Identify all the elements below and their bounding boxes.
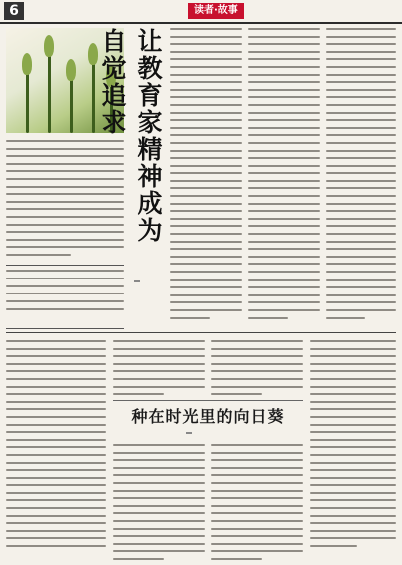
lead-column-2 [170, 28, 242, 328]
lead-column-3 [248, 28, 320, 328]
page-header [0, 0, 402, 24]
section-tag: 读者·故事 [188, 3, 244, 19]
lead-intro-text [6, 140, 124, 260]
art2-column-4 [113, 444, 205, 560]
second-headline: 种在时光里的向日葵 [131, 407, 285, 426]
art2-column-6 [310, 340, 396, 560]
art2-column-5 [211, 444, 303, 560]
article-divider [6, 332, 396, 333]
art2-column-1 [6, 340, 106, 560]
page-number: 6 [4, 2, 24, 20]
headline-rule [113, 400, 303, 401]
lead-column-4 [326, 28, 396, 328]
art2-column-2 [113, 340, 205, 398]
second-author-tag [186, 432, 192, 434]
pull-quote [6, 265, 124, 329]
lead-author-tag [134, 280, 140, 282]
art2-column-3 [211, 340, 303, 398]
lead-headline: 让教育家精神成为自觉追求 [98, 28, 163, 244]
